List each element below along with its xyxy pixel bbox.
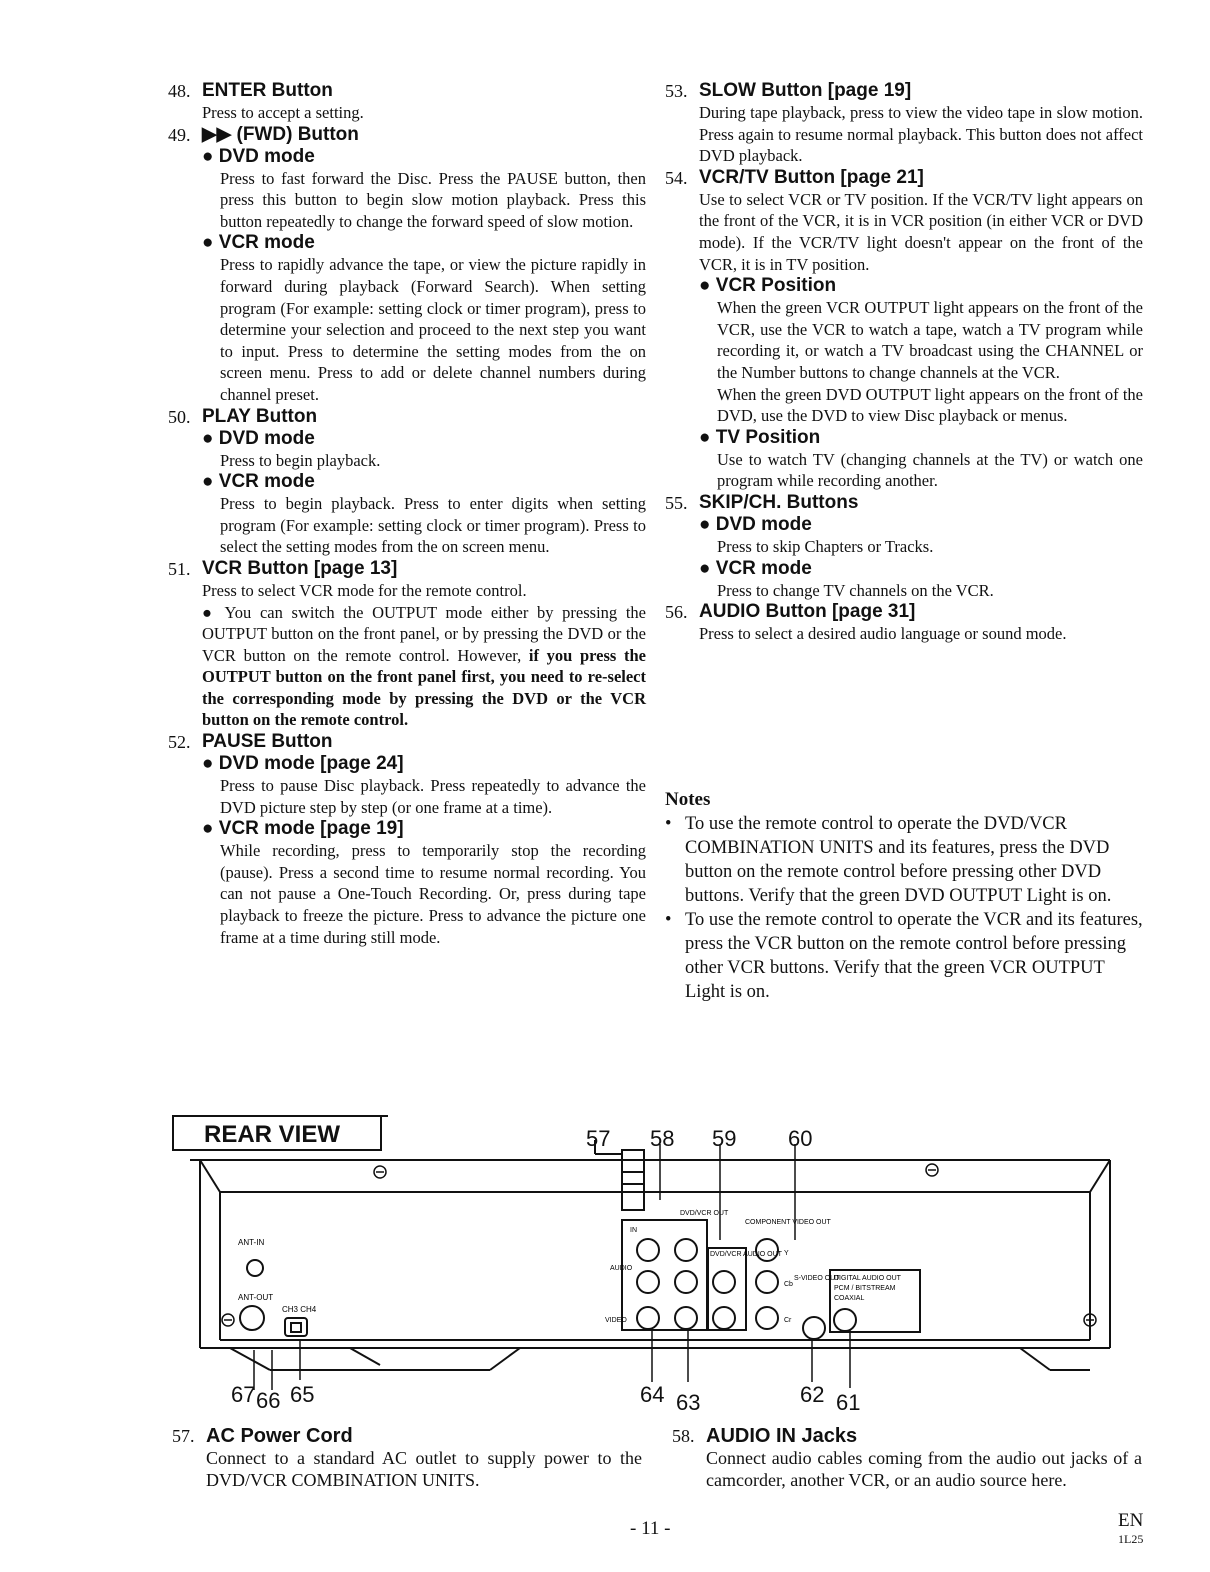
sub-title: DVD mode [218,145,315,167]
right-column [665,80,1143,645]
in-label: IN [630,1227,637,1234]
item-body: Connect audio cables coming from the audio out jacks of a camcorder, another VCR, or an audio source here. [706,1448,1142,1490]
sub-body: Press to pause Disc playback. Press repeatedly to advance the DVD picture step by step (or one frame at a time). [220,776,646,817]
callout-62: 62 [800,1382,825,1407]
sub-title: DVD mode [218,427,315,449]
item-title: VCR Button [page 13] [202,557,398,579]
item-note: ● You can switch the OUTPUT mode either by pressing the OUTPUT button on the front panel, or by pressing the DVD or the VCR button on the remote control. However, if you press the OUTPUT button on the front panel first, you need to re-select the corresponding mode by pressing the DVD or the VCR button on the remote control. [202,602,646,730]
callout-57: 57 [586,1126,611,1151]
item-48 [168,80,646,124]
note-text: You can switch the OUTPUT mode either by pressing the OUTPUT button on the front panel, or by pressing the DVD or the VCR button on the remote control. However, [202,602,646,665]
document-code: 1L25 [1118,1532,1144,1546]
language-marker [1118,1512,1143,1548]
callout-61: 61 [836,1390,861,1415]
digital-audio-label: DIGITAL AUDIO OUT [834,1275,901,1282]
item-title: AC Power Cord [206,1425,353,1447]
sub-section: ● DVD mode [page 24] Press to pause Disc playback. Press repeatedly to advance the DVD picture step by step (or one frame at a time). [202,753,646,817]
note-item: • To use the remote control to operate the VCR and its features, press the VCR button on the remote control before pressing other VCR buttons. Verify that the green VCR OUTPUT Light is on. [665,910,1143,1002]
sub-title: VCR mode [218,471,315,493]
sub-body: Press to begin playback. [220,450,381,470]
item-number: 51. [168,558,191,579]
item-number: 58. [672,1426,695,1446]
video-label: VIDEO [605,1317,627,1324]
item-number: 54. [665,167,688,188]
sub-body: While recording, press to temporarily stop the recording (pause). Press a second time to resume normal recording. You can not pause a One-Touch Recording. Or, press during tape playback to freeze the picture. Press to advance the picture one frame at a time during still mode. [220,841,646,947]
sub-section: ● VCR Position When the green VCR OUTPUT light appears on the front of the VCR, use the VCR to watch a tape, watch a TV program while recording it, or watch a TV broadcast using the CHANNEL or the Number buttons to change channels at the VCR. When the green DVD OUTPUT light appears on the front of the DVD, use the DVD to view Disc playback or menus. [699,275,1143,426]
sub-body: Press to skip Chapters or Tracks. [717,536,934,556]
component-label: COMPONENT VIDEO OUT [745,1219,831,1226]
item-title: PLAY Button [202,405,318,427]
sub-body: Press to rapidly advance the tape, or view the picture rapidly in forward during playback (Forward Search). When setting program (For example: setting clock or timer program), press to determine your selection and proceed to the next step you want to input. Press to determine the setting modes from the on screen menu. Press to add or delete channel numbers during channel preset. [220,255,646,404]
sub-section: ● DVD mode Press to fast forward the Disc. Press the PAUSE button, then press this button to begin slow motion playback. Press this button repeatedly to change the forward speed of slow motion. [202,145,646,231]
item-number: 57. [172,1426,195,1446]
screw-icon [222,1164,1096,1326]
item-number: 56. [665,602,688,623]
notes-section [665,788,1143,1004]
item-56 [665,601,1143,645]
item-body: Press to select VCR mode for the remote control. [202,580,527,600]
notes-title: Notes [665,789,711,810]
item-number: 52. [168,732,191,753]
sub-body: Press to fast forward the Disc. Press the PAUSE button, then press this button to begin slow motion playback. Press this button repeatedly to change the forward speed of slow motion. [220,168,646,231]
callout-lines [254,1144,850,1390]
item-57 [172,1425,642,1491]
item-49 [168,124,646,406]
item-number: 53. [665,81,688,101]
sub-section: ● DVD mode Press to skip Chapters or Tracks. [699,514,1143,558]
item-55 [665,492,1143,601]
rear-view-title: REAR VIEW [172,1115,382,1151]
sub-section: ● VCR mode Press to change TV channels on the VCR. [699,558,1143,602]
item-body: Press to select a desired audio language or sound mode. [699,624,1067,644]
note-text: To use the remote control to operate the DVD/VCR COMBINATION UNITS and its features, press the DVD button on the remote control before pressing other DVD buttons. Verify that the green DVD OUTPUT Light is on. [685,814,1112,906]
coaxial-label: COAXIAL [834,1295,865,1302]
callout-63: 63 [676,1390,701,1415]
ch-switch-label: CH3 CH4 [282,1305,317,1314]
item-number: 50. [168,406,191,427]
audio-label: AUDIO [610,1265,633,1272]
item-52 [168,731,646,948]
item-title: SLOW Button [page 19] [699,80,912,101]
item-50 [168,406,646,558]
item-title: PAUSE Button [202,731,333,753]
rear-view-diagram [190,1120,1120,1420]
cr-label: Cr [784,1317,792,1324]
page-number: - 11 - [630,1518,671,1539]
sub-body: Use to watch TV (changing channels at the TV) or watch one program while recording another. [717,449,1143,491]
callout-65: 65 [290,1382,315,1407]
item-title: VCR/TV Button [page 21] [699,166,924,188]
item-body: Connect to a standard AC outlet to supply power to the DVD/VCR COMBINATION UNITS. [206,1448,642,1490]
dvdvcr-audio-out-label: DVD/VCR AUDIO OUT [710,1251,782,1258]
item-number: 48. [168,81,191,101]
note-bold-text: if you press the OUTPUT button on the front panel first, you need to re-select the corresponding mode by pressing the DVD or the VCR button on the remote control. [202,645,646,730]
callout-58: 58 [650,1126,675,1151]
item-body: During tape playback, press to view the video tape in slow motion. Press again to resume normal playback. This button does not affect DVD playback. [699,103,1143,166]
item-title: ▶▶ (FWD) Button [202,123,359,145]
sub-section: ● VCR mode Press to begin playback. Press to enter digits when setting program (For example: setting clock or timer program). Press to select the setting modes from the on screen menu. [202,471,646,557]
sub-title: DVD mode [715,513,812,535]
sub-section: ● VCR mode [page 19] While recording, press to temporarily stop the recording (pause). Press a second time to resume normal recording. You can not pause a One-Touch Recording. Or, press during tape playback to freeze the picture. Press to advance the picture one frame at a time during still mode. [202,818,646,947]
sub-title: DVD mode [page 24] [218,753,404,775]
y-label: Y [784,1250,789,1257]
sub-title: VCR Position [715,275,837,297]
item-title: ENTER Button [202,80,333,101]
item-58 [672,1425,1142,1491]
item-51 [168,558,646,731]
pcm-label: PCM / BITSTREAM [834,1285,896,1292]
sub-title: VCR mode [page 19] [218,818,404,840]
item-54 [665,167,1143,492]
note-item: • To use the remote control to operate the DVD/VCR COMBINATION UNITS and its features, press the DVD button on the remote control before pressing other DVD buttons. Verify that the green DVD OUTPUT Light is on. [665,812,1143,908]
callout-60: 60 [788,1126,813,1151]
sub-body-2: When the green DVD OUTPUT light appears on the front of the DVD, use the DVD to view Disc playback or menus. [717,384,1143,426]
svideo-label: S-VIDEO OUT [794,1275,840,1282]
sub-title: VCR mode [218,232,315,254]
note-text: To use the remote control to operate the VCR and its features, press the VCR button on the remote control before pressing other VCR buttons. Verify that the green VCR OUTPUT Light is on. [685,910,1143,1002]
ant-in-label: ANT-IN [238,1238,265,1247]
item-title: AUDIO Button [page 31] [699,601,916,623]
sub-section: ● DVD mode Press to begin playback. [202,428,646,472]
item-number: 49. [168,124,191,145]
item-53 [665,80,1143,167]
item-body: Press to accept a setting. [202,103,364,122]
callout-59: 59 [712,1126,737,1151]
sub-body: When the green VCR OUTPUT light appears on the front of the VCR, use the VCR to watch a tape, watch a TV program while recording it, or watch a TV broadcast using the CHANNEL or the Number buttons to change channels at the VCR. [717,298,1143,382]
sub-section: ● TV Position Use to watch TV (changing channels at the TV) or watch one program while recording another. [699,426,1143,491]
callout-64: 64 [640,1382,665,1407]
chassis [190,1160,1110,1370]
item-title: SKIP/CH. Buttons [699,491,859,513]
callout-66: 66 [256,1388,281,1413]
item-number: 55. [665,492,688,513]
sub-body: Press to begin playback. Press to enter digits when setting program (For example: setting clock or timer program). Press to select the setting modes from the on screen menu. [220,494,646,557]
language-code: EN [1118,1510,1144,1531]
dvdvcr-out-label: DVD/VCR OUT [680,1210,729,1217]
cb-label: Cb [784,1281,793,1288]
sub-section: ● VCR mode Press to rapidly advance the tape, or view the picture rapidly in forward during playback (Forward Search). When setting program (For example: setting clock or timer program), press to determine your selection and proceed to the next step you want to input. Press to determine the setting modes from the on screen menu. Press to add or delete channel numbers during channel preset. [202,232,646,404]
sub-title: TV Position [715,426,821,448]
sub-title: VCR mode [715,557,812,579]
sub-body: Press to change TV channels on the VCR. [717,580,994,600]
item-title: AUDIO IN Jacks [706,1425,858,1447]
item-body: Use to select VCR or TV position. If the VCR/TV light appears on the front of the VCR, it is in VCR position (in either VCR or DVD mode). If the VCR/TV light doesn't appear on the front of the VCR, it is in TV position. [699,189,1143,274]
left-column [168,80,646,948]
callout-67: 67 [231,1382,256,1407]
ant-out-label: ANT-OUT [238,1293,274,1302]
